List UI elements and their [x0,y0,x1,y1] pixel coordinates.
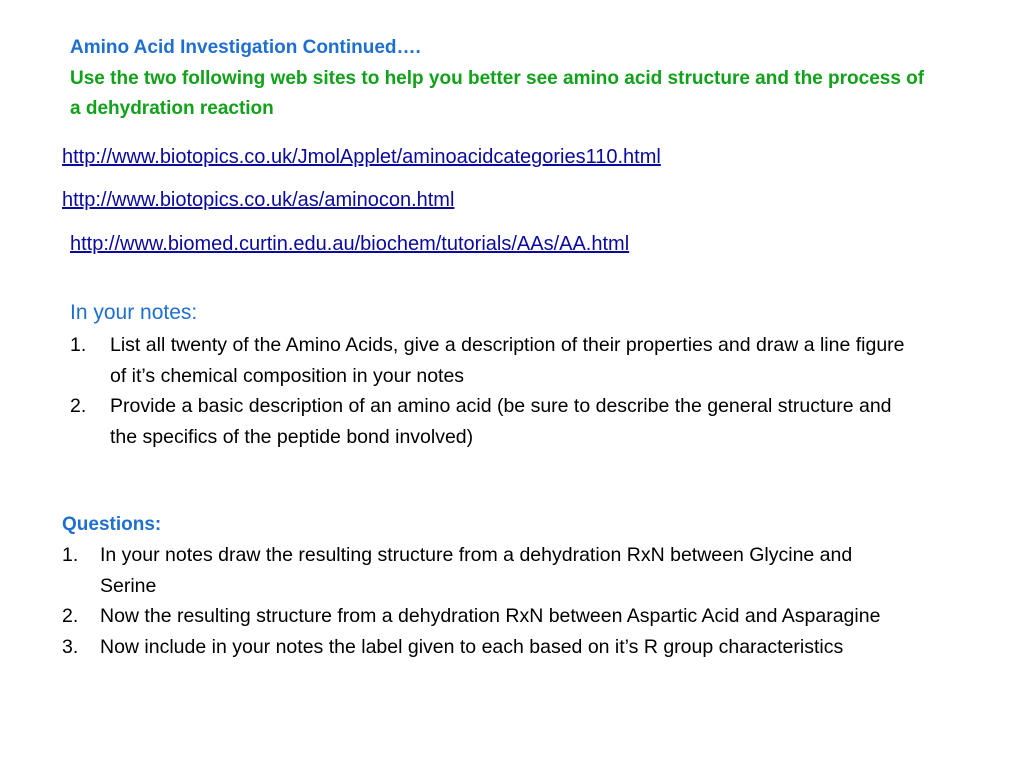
list-number: 1. [62,544,79,566]
list-text: Now include in your notes the label given to each based on it’s R group characteristics [100,635,844,658]
list-text: In your notes draw the resulting structure from a dehydration RxN between Glycine and Serine [100,544,853,597]
notes-list [70,330,920,452]
link-curtin-aa[interactable]: http://www.biomed.curtin.edu.au/biochem/tutorials/AAs/AA.html [70,233,630,255]
list-text: Now the resulting structure from a dehydration RxN between Aspartic Acid and Asparagine [100,605,881,627]
list-text: Provide a basic description of an amino acid (be sure to describe the general structure and the specifics of the peptide bond involved) [110,395,892,448]
list-text: List all twenty of the Amino Acids, give a description of their properties and draw a line figure of it’s chemical composition in your notes [110,334,905,387]
slide-title: Amino Acid Investigation Continued…. [70,37,421,58]
list-number: 1. [70,334,87,356]
list-item [70,391,920,452]
slide-subtitle: Use the two following web sites to help you better see amino acid structure and the process of a dehydration reaction [70,68,925,119]
list-number: 2. [62,605,79,627]
questions-heading: Questions: [62,514,162,535]
questions-list [62,540,912,662]
list-number: 3. [62,635,79,658]
link-biotopics-jmol[interactable]: http://www.biotopics.co.uk/JmolApplet/aminoacidcategories110.html [62,146,661,168]
notes-heading: In your notes: [70,301,198,324]
link-biotopics-aminocon[interactable]: http://www.biotopics.co.uk/as/aminocon.html [62,189,455,211]
list-number: 2. [70,395,87,417]
list-item [62,540,912,601]
list-item [70,330,920,391]
list-item [62,632,912,663]
list-item [62,601,912,632]
